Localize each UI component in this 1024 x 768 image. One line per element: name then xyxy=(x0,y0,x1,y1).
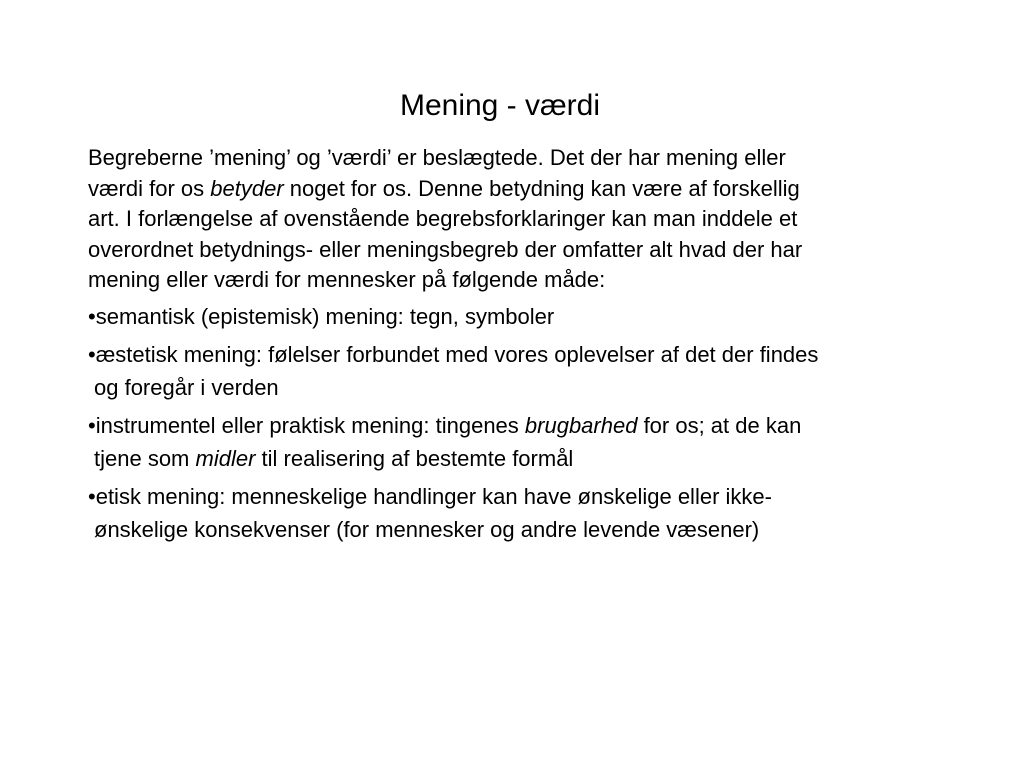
bullet-text: til realisering af bestemte formål xyxy=(255,445,574,471)
bullet-line: og foregår i verden xyxy=(94,374,279,400)
intro-line: overordnet betydnings- eller meningsbegreb der omfatter alt hvad der har xyxy=(88,236,803,262)
bullet-aesthetic xyxy=(88,338,958,404)
bullet-line: •æstetisk mening: følelser forbundet med vores oplevelser af det der findes xyxy=(88,341,819,367)
bullet-semantic xyxy=(88,300,958,333)
bullet-ethical xyxy=(88,480,958,546)
bullet-line: •semantisk (epistemisk) mening: tegn, symboler xyxy=(88,303,555,329)
bullet-text: tjene som xyxy=(94,445,196,471)
bullet-text: •instrumentel eller praktisk mening: tingenes xyxy=(88,412,525,438)
bullet-line xyxy=(88,409,958,442)
slide-body xyxy=(88,143,958,551)
intro-line: Begreberne ’mening’ og ’værdi’ er beslægtede. Det der har mening eller xyxy=(88,145,786,170)
intro-line: art. I forlængelse af ovenstående begrebsforklaringer kan man inddele et xyxy=(88,206,798,231)
intro-paragraph xyxy=(88,143,958,296)
bullet-line: •etisk mening: menneskelige handlinger kan have ønskelige eller ikke- xyxy=(88,483,772,509)
intro-line xyxy=(88,174,958,205)
intro-emphasis: betyder xyxy=(210,175,284,201)
bullet-emphasis: midler xyxy=(195,445,256,471)
bullet-emphasis: brugbarhed xyxy=(524,412,638,438)
bullet-line xyxy=(88,442,958,475)
bullet-text: for os; at de kan xyxy=(637,412,802,438)
bullet-instrumental xyxy=(88,409,958,475)
bullet-line: ønskelige konsekvenser (for mennesker og andre levende væsener) xyxy=(94,516,760,542)
slide-title: Mening - værdi xyxy=(399,89,601,122)
intro-text: værdi for os xyxy=(88,175,211,201)
intro-line: mening eller værdi for mennesker på følgende måde: xyxy=(88,267,606,292)
bullet-list xyxy=(88,300,958,546)
intro-text: noget for os. Denne betydning kan være af forskellig xyxy=(283,175,800,201)
